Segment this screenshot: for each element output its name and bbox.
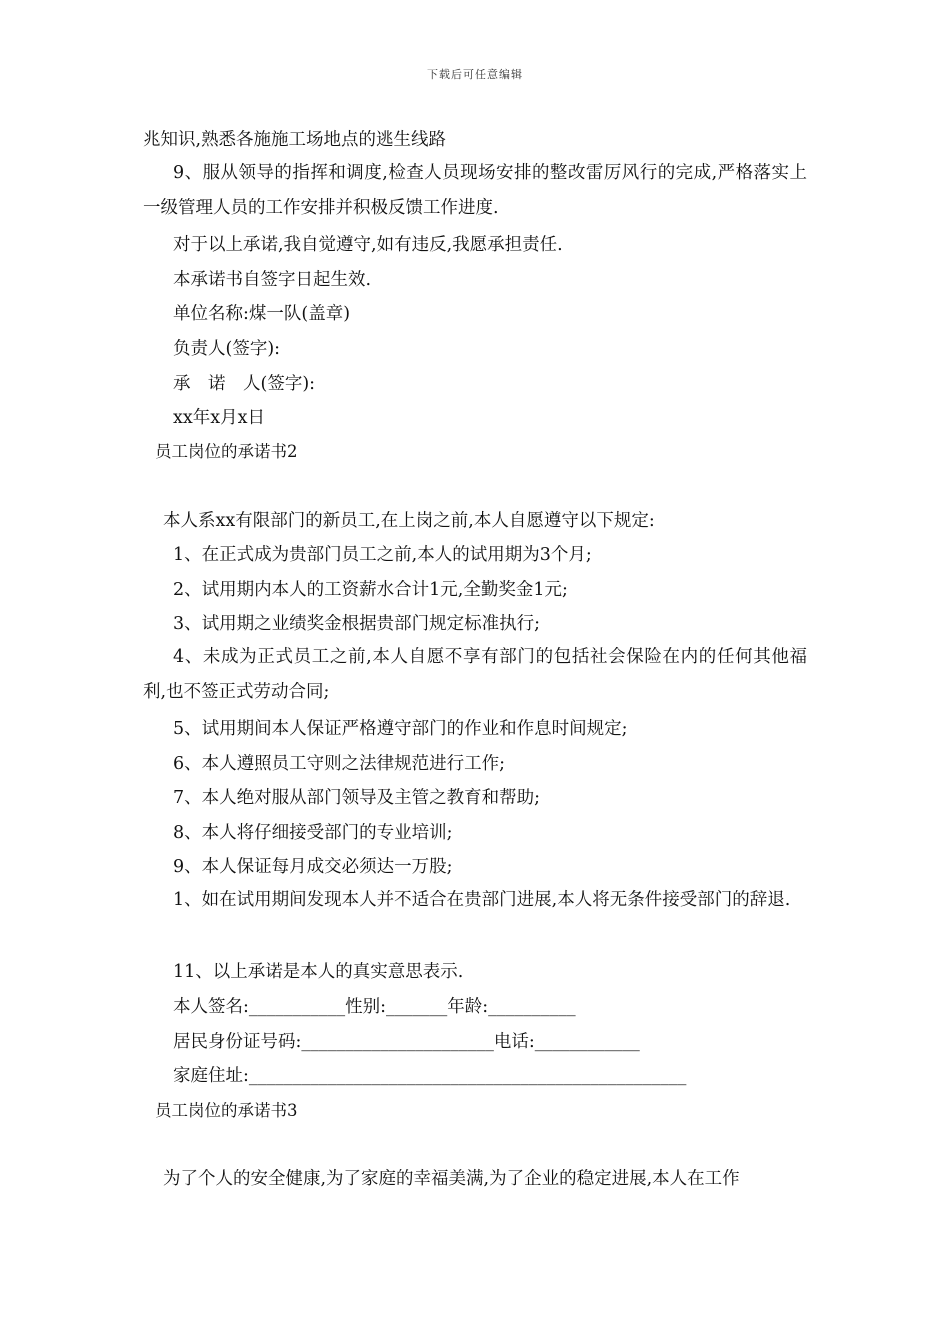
text-line: 对于以上承诺,我自觉遵守,如有违反,我愿承担责任. [173, 235, 563, 255]
text-line: 本人系xx有限部门的新员工,在上岗之前,本人自愿遵守以下规定: [163, 511, 655, 531]
text-line: 2、试用期内本人的工资薪水合计1元,全勤奖金1元; [173, 580, 568, 600]
text-line: 兆知识,熟悉各施施工场地点的逃生线路 [143, 130, 447, 150]
text-line: xx年x月x日 [173, 408, 265, 428]
signature-field-line: 本人签名:___________性别:_______年龄:__________ [173, 997, 576, 1017]
text-line: 6、本人遵照员工守则之法律规范进行工作; [173, 754, 506, 774]
text-line: 11、以上承诺是本人的真实意思表示. [173, 962, 464, 982]
id-number-field-line: 居民身份证号码:______________________电话:____________ [173, 1032, 640, 1052]
paragraph: 4、未成为正式员工之前,本人自愿不享有部门的包括社会保险在内的任何其他福利,也不签正式劳动合同; [143, 647, 807, 702]
text-line: 承 诺 人(签字): [173, 374, 316, 394]
section-heading: 员工岗位的承诺书3 [155, 1101, 298, 1120]
text-line: 9、本人保证每月成交必须达一万股; [173, 857, 453, 877]
address-field-line: 家庭住址:__________________________________________________ [173, 1066, 687, 1086]
text-line: 7、本人绝对服从部门领导及主管之教育和帮助; [173, 788, 541, 808]
text-line: 单位名称:煤一队(盖章) [173, 304, 351, 324]
text-line: 为了个人的安全健康,为了家庭的幸福美满,为了企业的稳定进展,本人在工作 [163, 1169, 740, 1189]
text-line: 8、本人将仔细接受部门的专业培训; [173, 823, 453, 843]
text-line: 负责人(签字): [173, 339, 281, 359]
text-line: 本承诺书自签字日起生效. [173, 270, 372, 290]
page-header-note: 下载后可任意编辑 [427, 68, 523, 81]
paragraph: 9、服从领导的指挥和调度,检查人员现场安排的整改雷厉风行的完成,严格落实上一级管理人员的工作安排并积极反馈工作进度. [143, 163, 807, 218]
text-line: 1、在正式成为贵部门员工之前,本人的试用期为3个月; [173, 545, 592, 565]
section-heading: 员工岗位的承诺书2 [155, 442, 298, 461]
paragraph: 1、如在试用期间发现本人并不适合在贵部门进展,本人将无条件接受部门的辞退. [173, 890, 791, 910]
text-line: 3、试用期之业绩奖金根据贵部门规定标准执行; [173, 614, 541, 634]
text-line: 5、试用期间本人保证严格遵守部门的作业和作息时间规定; [173, 719, 628, 739]
